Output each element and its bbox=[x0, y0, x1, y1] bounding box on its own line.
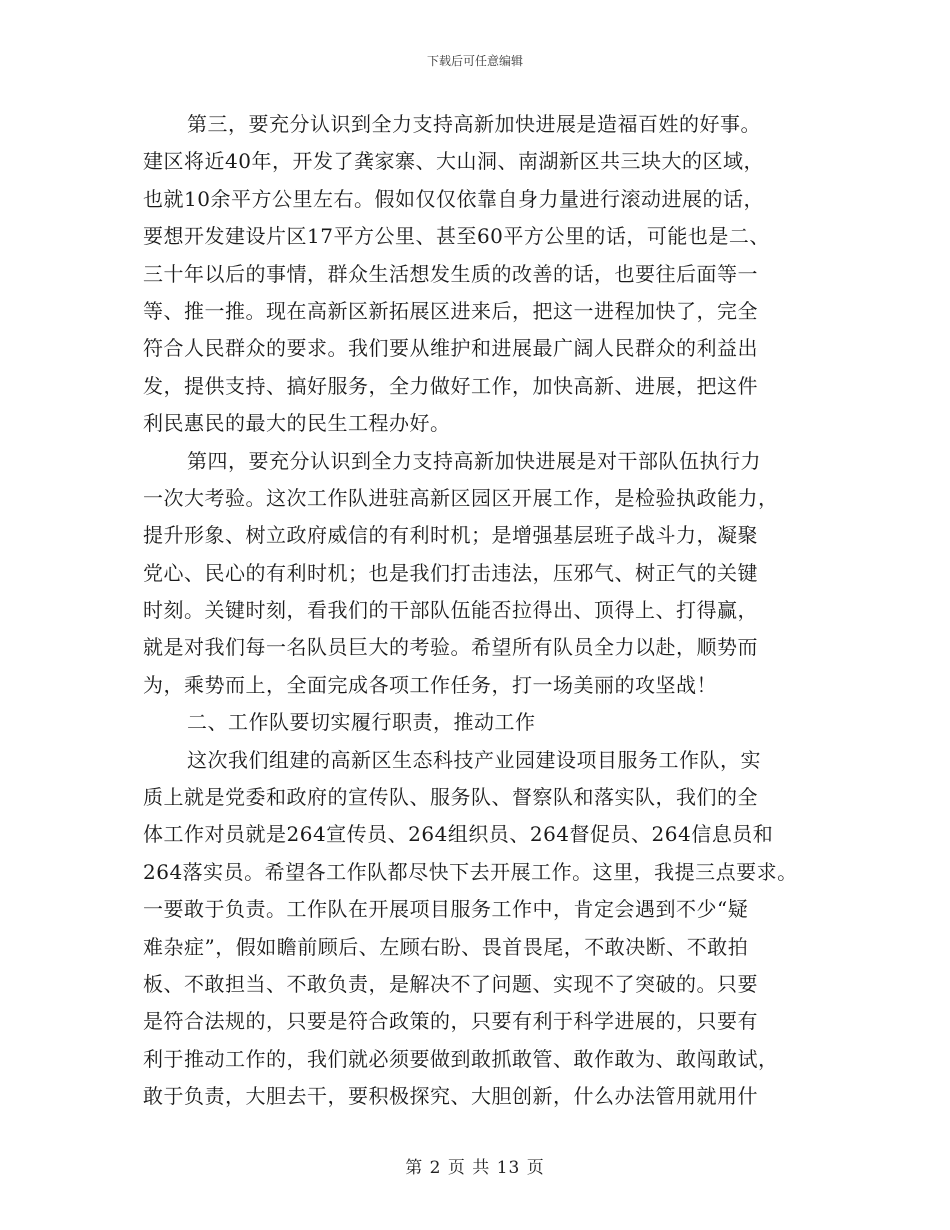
text-line: 符合人民群众的要求。我们要从维护和进展最广阔人民群众的利益出 bbox=[143, 336, 758, 361]
text-line: 这次我们组建的高新区生态科技产业园建设项目服务工作队，实 bbox=[187, 747, 761, 772]
text-line: 第三，要充分认识到全力支持高新加快进展是造福百姓的好事。 bbox=[187, 112, 761, 136]
text-line: 时刻。关键时刻，看我们的干部队伍能否拉得出、顶得上、打得赢， bbox=[143, 598, 758, 623]
text-line: 等、推一推。现在高新区新拓展区进来后，把这一进程加快了，完全 bbox=[143, 298, 758, 323]
page-header-note: 下载后可任意编辑 bbox=[426, 54, 523, 68]
text-line: 利民惠民的最大的民生工程办好。 bbox=[143, 411, 451, 436]
text-line: 党心、民心的有利时机；也是我们打击违法，压邪气、树正气的关键 bbox=[143, 560, 758, 585]
text-line: 一次大考验。这次工作队进驻高新区园区开展工作，是检验执政能力， bbox=[143, 485, 779, 510]
text-line: 就是对我们每一名队员巨大的考验。希望所有队员全力以赴，顺势而 bbox=[143, 635, 758, 660]
page-number: 第 2 页 共 13 页 bbox=[405, 1158, 545, 1178]
text-line: 第四，要充分认识到全力支持高新加快进展是对干部队伍执行力 bbox=[187, 448, 761, 473]
text-line: 264落实员。希望各工作队都尽快下去开展工作。这里，我提三点要求。 bbox=[143, 859, 798, 884]
text-line: 质上就是党委和政府的宣传队、服务队、督察队和落实队，我们的全 bbox=[143, 785, 758, 810]
text-line: 也就10余平方公里左右。假如仅仅依靠自身力量进行滚动进展的话， bbox=[143, 186, 764, 211]
text-line: 难杂症”，假如瞻前顾后、左顾右盼、畏首畏尾，不敢决断、不敢拍 bbox=[143, 934, 749, 959]
text-line: 板、不敢担当、不敢负责，是解决不了问题、实现不了突破的。只要 bbox=[143, 971, 758, 996]
text-line: 三十年以后的事情，群众生活想发生质的改善的话，也要往后面等一 bbox=[143, 261, 758, 286]
text-line: 是符合法规的，只要是符合政策的，只要有利于科学进展的，只要有 bbox=[143, 1009, 758, 1034]
text-line: 为，乘势而上，全面完成各项工作任务，打一场美丽的攻坚战！ bbox=[143, 672, 717, 697]
document-body bbox=[143, 106, 833, 1116]
text-line: 要想开发建设片区17平方公里、甚至60平方公里的话，可能也是二、 bbox=[143, 224, 770, 249]
section-heading: 二、工作队要切实履行职责，推动工作 bbox=[187, 710, 536, 735]
text-line: 敢于负责，大胆去干，要积极探究、大胆创新，什么办法管用就用什 bbox=[143, 1084, 758, 1109]
text-line: 建区将近40年，开发了龚家寨、大山洞、南湖新区共三块大的区域， bbox=[143, 149, 764, 174]
text-line: 提升形象、树立政府威信的有利时机；是增强基层班子战斗力，凝聚 bbox=[143, 523, 758, 548]
text-line: 利于推动工作的，我们就必须要做到敢抓敢管、敢作敢为、敢闯敢试， bbox=[143, 1046, 779, 1071]
text-line: 发，提供支持、搞好服务，全力做好工作，加快高新、进展，把这件 bbox=[143, 373, 758, 398]
text-line: 一要敢于负责。工作队在开展项目服务工作中，肯定会遇到不少“疑 bbox=[143, 897, 749, 922]
text-line: 体工作对员就是264宣传员、264组织员、264督促员、264信息员和 bbox=[143, 822, 774, 847]
